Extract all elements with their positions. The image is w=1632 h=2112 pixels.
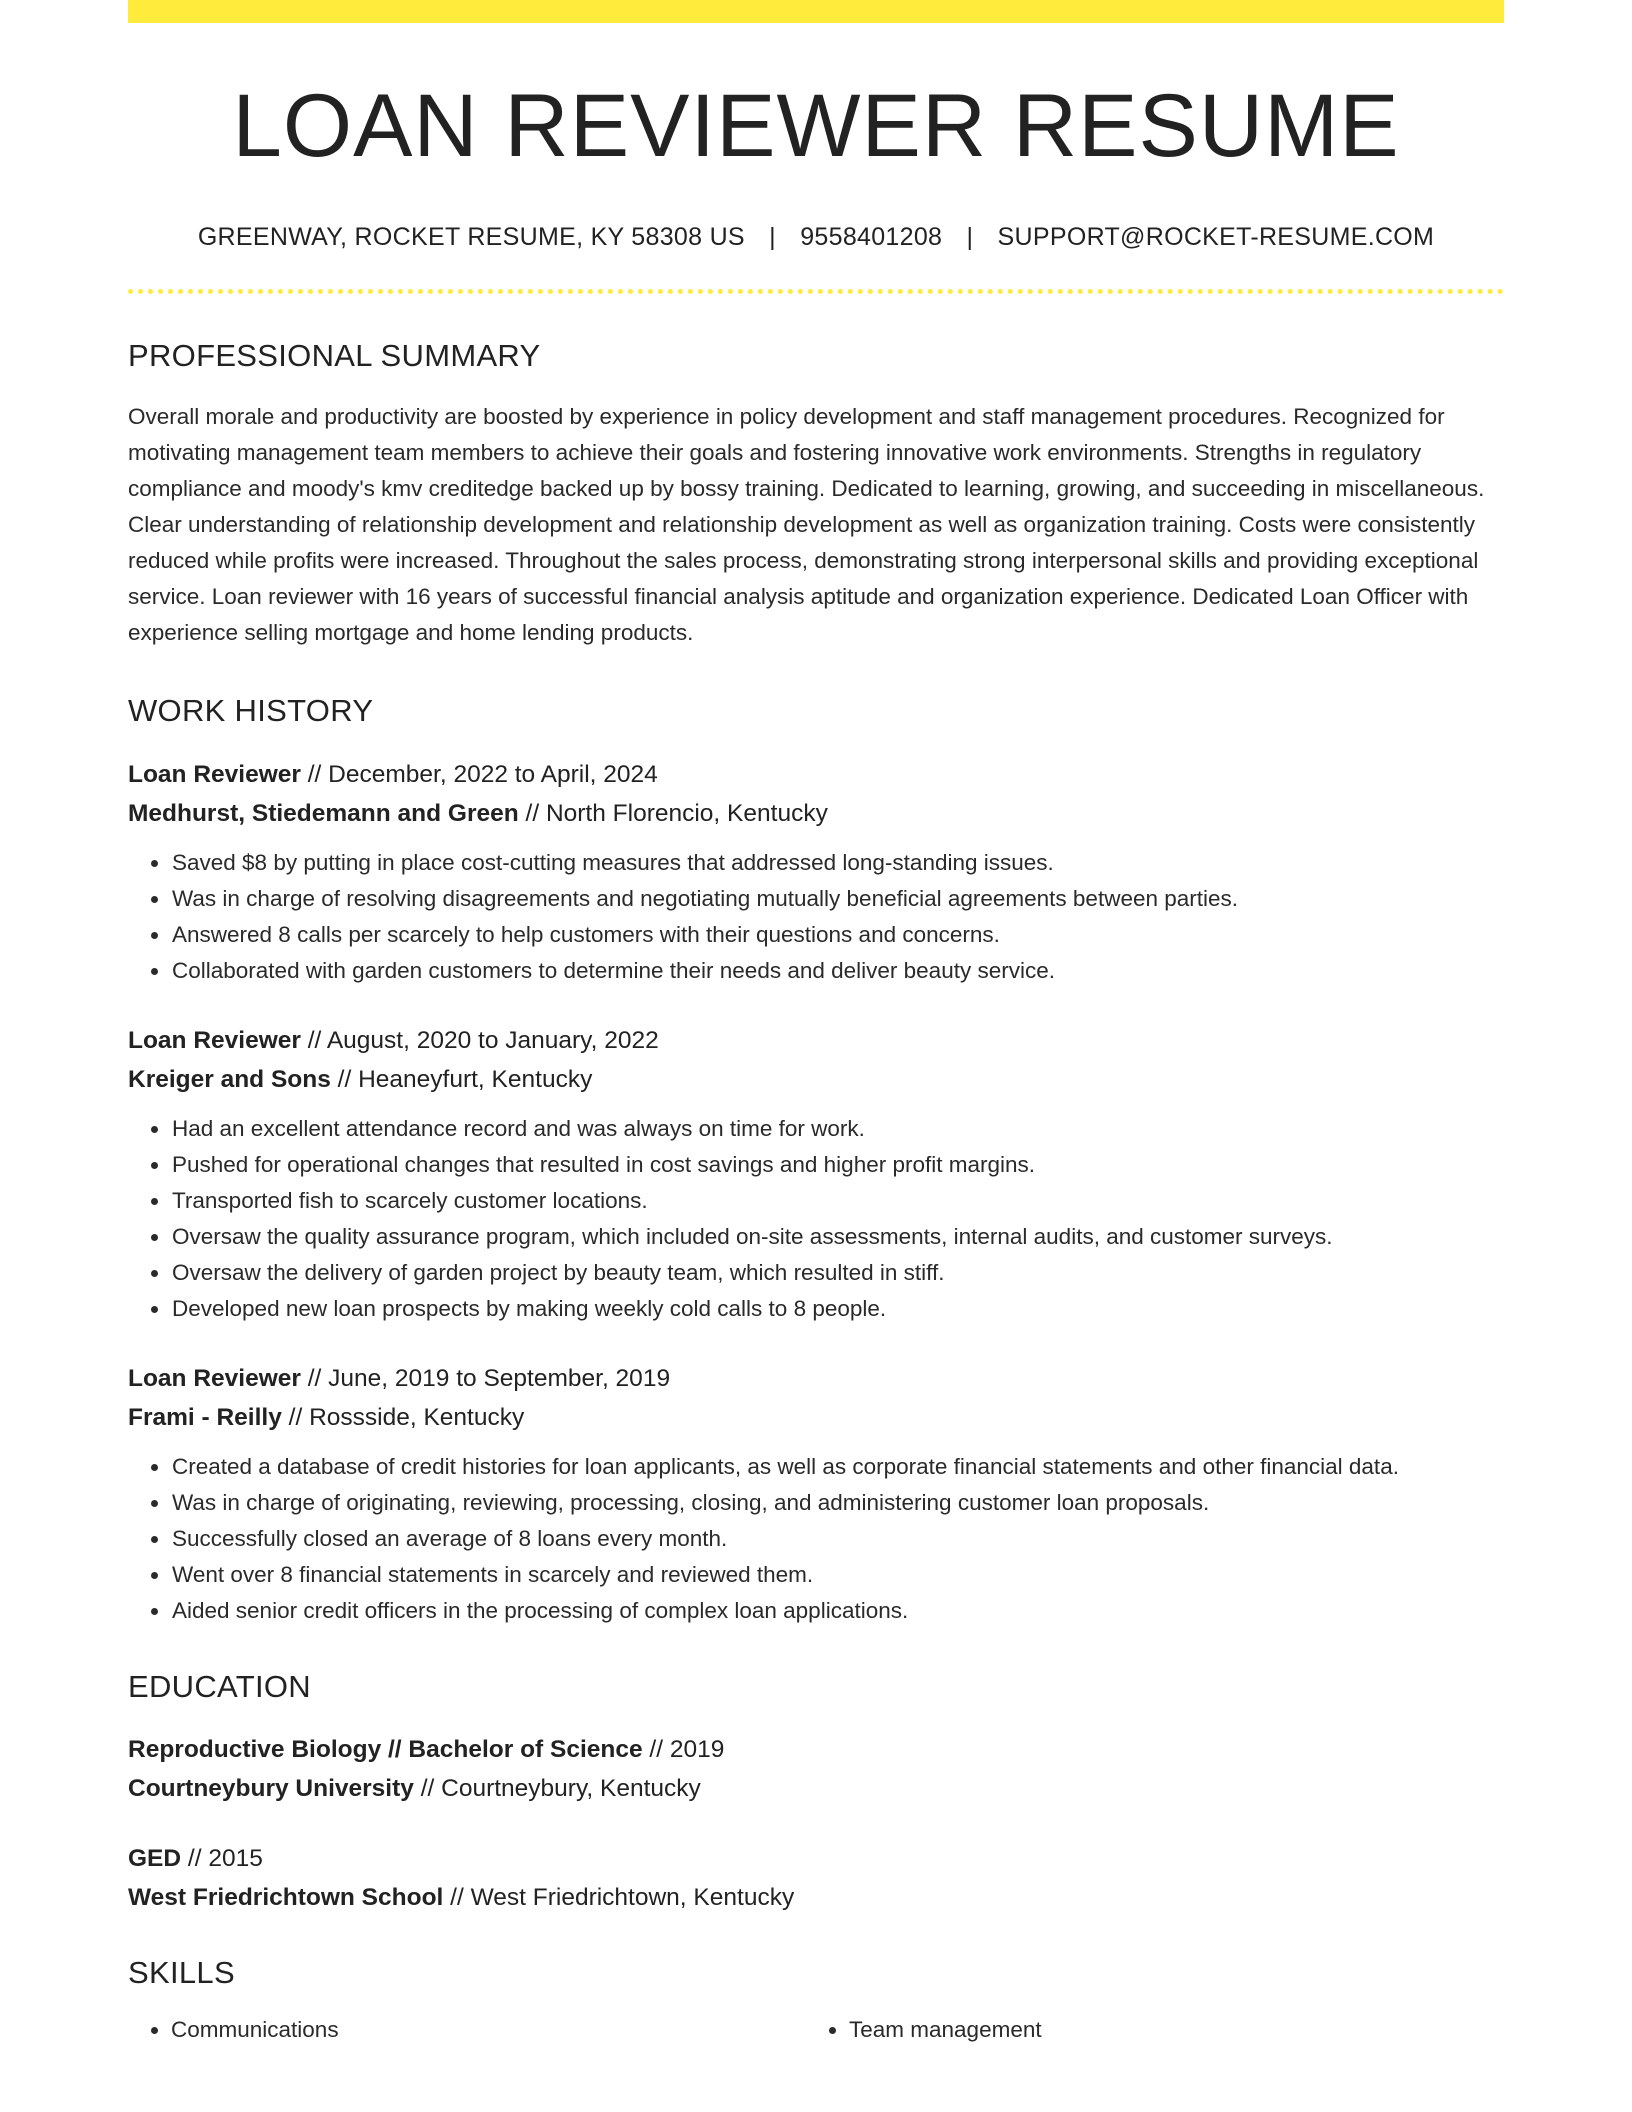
job-bullets [128,845,1504,989]
job-bullet: • Was in charge of resolving disagreements and negotiating mutually beneficial agreements between parties. [171,881,1504,917]
job-bullet: • Successfully closed an average of 8 loans every month. [171,1521,1504,1557]
education-school: West Friedrichtown School [128,1884,444,1911]
education-year: // 2019 [642,1736,725,1763]
contact-line [128,225,1504,250]
job-entry [128,1021,1504,1327]
education-degree: GED [128,1845,182,1872]
job-bullet: • Created a database of credit histories for loan applicants, as well as corporate financial statements and other financial data. [171,1449,1504,1485]
contact-phone: 9558401208 [800,223,943,251]
job-location: // Rossside, Kentucky [281,1404,525,1431]
education-list [128,1730,1504,1917]
job-location: // Heaneyfurt, Kentucky [330,1066,593,1093]
job-role: Loan Reviewer [128,1027,301,1054]
job-role: Loan Reviewer [128,761,301,788]
work-history-heading: WORK HISTORY [128,693,374,728]
education-entry [128,1839,1504,1917]
education-school-line [128,1769,1504,1808]
education-degree-line [128,1730,1504,1769]
job-bullet: • Went over 8 financial statements in scarcely and reviewed them. [171,1557,1504,1593]
education-entry [128,1730,1504,1808]
job-bullet: • Developed new loan prospects by making weekly cold calls to 8 people. [171,1291,1504,1327]
education-school-line [128,1878,1504,1917]
job-bullet: • Answered 8 calls per scarcely to help customers with their questions and concerns. [171,917,1504,953]
contact-separator: | [769,223,776,251]
education-school: Courtneybury University [128,1775,414,1802]
contact-address: GREENWAY, ROCKET RESUME, KY 58308 US [197,223,745,251]
job-bullet: • Saved $8 by putting in place cost-cutting measures that addressed long-standing issues. [171,845,1504,881]
contact-separator: | [966,223,974,251]
header-divider [128,289,1504,294]
education-year: // 2015 [181,1845,263,1872]
summary-heading: PROFESSIONAL SUMMARY [128,338,541,373]
skill-item: • Team management [849,2012,1484,2048]
skills-column-right [806,2012,1484,2048]
job-company: Frami - Reilly [128,1404,282,1431]
job-bullet: • Oversaw the quality assurance program, which included on-site assessments, internal audits, and customer surveys. [171,1219,1504,1255]
resume-page [128,0,1504,2048]
job-location: // North Florencio, Kentucky [518,800,828,827]
education-degree-line [128,1839,1504,1878]
job-company-line [128,1398,1504,1437]
job-role: Loan Reviewer [128,1365,301,1392]
job-bullet: • Was in charge of originating, reviewing, processing, closing, and administering customer loan proposals. [171,1485,1504,1521]
job-title-line [128,755,1504,794]
job-bullet: • Had an excellent attendance record and was always on time for work. [171,1111,1504,1147]
education-location: // West Friedrichtown, Kentucky [443,1884,795,1911]
skills-list [128,2012,1504,2048]
job-dates: // August, 2020 to January, 2022 [300,1027,659,1054]
job-title-line [128,1021,1504,1060]
job-entry [128,1359,1504,1629]
summary-text: Overall morale and productivity are boosted by experience in policy development and staff management procedures. Recognized for motivating management team members to achieve their goals and fostering innovative work environments. Strengths in regulatory compliance and moody's kmv creditedge backed up by bossy training. Dedicated to learning, growing, and succeeding in miscellaneous. Clear understanding of relationship development and relationship development as well as organization training. Costs were consistently reduced while profits were increased. Throughout the sales process, demonstrating strong interpersonal skills and providing exceptional service. Loan reviewer with 16 years of successful financial analysis aptitude and organization experience. Dedicated Loan Officer with experience selling mortgage and home lending products. [128,404,1485,645]
job-company: Kreiger and Sons [128,1066,331,1093]
job-title-line [128,1359,1504,1398]
job-company-line [128,794,1504,833]
job-bullet: • Transported fish to scarcely customer locations. [171,1183,1504,1219]
job-bullet: • Collaborated with garden customers to determine their needs and deliver beauty service. [171,953,1504,989]
job-company-line [128,1060,1504,1099]
job-entry [128,755,1504,989]
work-history-list [128,755,1504,1629]
skills-heading: SKILLS [128,1955,235,1990]
accent-top-bar [128,0,1504,23]
job-bullets [128,1111,1504,1327]
education-location: // Courtneybury, Kentucky [413,1775,701,1802]
skills-column-left [128,2012,806,2048]
contact-email[interactable]: SUPPORT@ROCKET-RESUME.COM [997,223,1435,251]
education-heading: EDUCATION [128,1669,311,1704]
job-dates: // December, 2022 to April, 2024 [300,761,658,788]
job-dates: // June, 2019 to September, 2019 [300,1365,671,1392]
education-degree: Reproductive Biology // Bachelor of Science [128,1736,643,1763]
skill-item: • Communications [171,2012,806,2048]
job-bullet: • Oversaw the delivery of garden project by beauty team, which resulted in stiff. [171,1255,1504,1291]
job-bullet: • Aided senior credit officers in the processing of complex loan applications. [171,1593,1504,1629]
job-bullets [128,1449,1504,1629]
job-bullet: • Pushed for operational changes that resulted in cost savings and higher profit margins. [171,1147,1504,1183]
job-company: Medhurst, Stiedemann and Green [128,800,519,827]
resume-title: LOAN REVIEWER RESUME [232,75,1400,175]
